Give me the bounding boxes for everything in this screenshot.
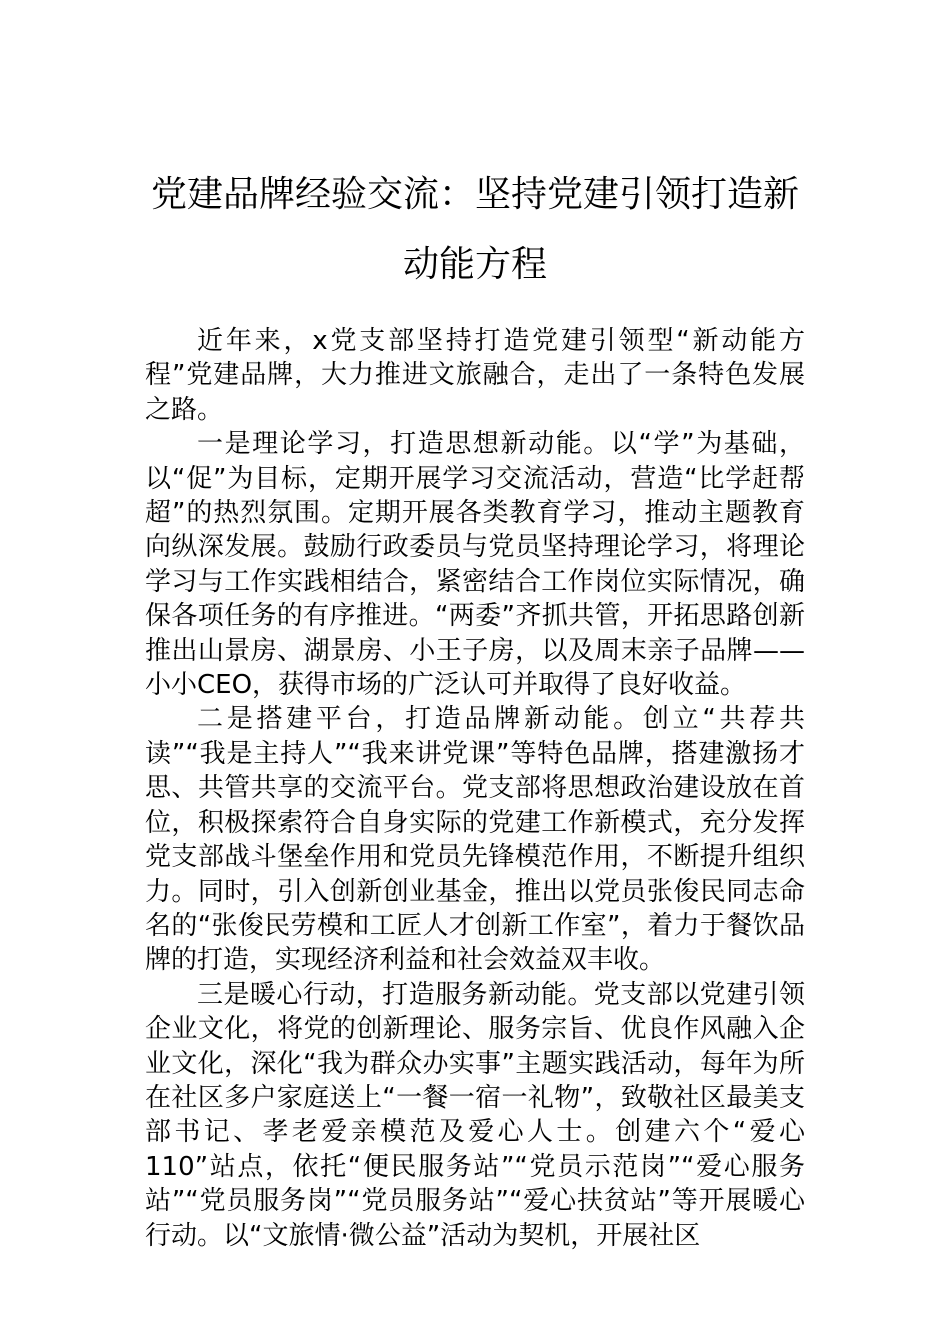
document-body — [145, 324, 805, 1253]
document-title — [145, 160, 805, 300]
paragraph-intro: 近年来，x党支部坚持打造党建引领型“新动能方程”党建品牌，大力推进文旅融合，走出了一条特色发展之路。 — [145, 326, 805, 425]
title-line-2: 动能方程 — [402, 244, 547, 285]
paragraph-theory-study: 一是理论学习，打造思想新动能。以“学”为基础，以“促”为目标，定期开展学习交流活动，营造“比学赶帮超”的热烈氛围。定期开展各类教育学习，推动主题教育向纵深发展。鼓励行政委员与党员坚持理论学习，将理论学习与工作实践相结合，紧密结合工作岗位实际情况，确保各项任务的有序推进。“两委”齐抓共管，开拓思路创新推出山景房、湖景房、小王子房，以及周末亲子品牌——小小CEO，获得市场的广泛认可并取得了良好收益。 — [145, 429, 805, 701]
title-line-1: 党建品牌经验交流：坚持党建引领打造新 — [150, 174, 799, 215]
paragraph-platform: 二是搭建平台，打造品牌新动能。创立“共荐共读”“我是主持人”“我来讲党课”等特色品牌，搭建激扬才思、共管共享的交流平台。党支部将思想政治建设放在首位，积极探索符合自身实际的党建工作新模式，充分发挥党支部战斗堡垒作用和党员先锋模范作用，不断提升组织力。同时，引入创新创业基金，推出以党员张俊民同志命名的“张俊民劳模和工匠人才创新工作室”，着力于餐饮品牌的打造，实现经济利益和社会效益双丰收。 — [145, 704, 805, 976]
paragraph-warm-action: 三是暖心行动，打造服务新动能。党支部以党建引领企业文化，将党的创新理论、服务宗旨、优良作风融入企业文化，深化“我为群众办实事”主题实践活动，每年为所在社区多户家庭送上“一餐一宿一礼物”，致敬社区最美支部书记、孝老爱亲模范及爱心人士。创建六个“爱心110”站点，依托“便民服务站”“党员示范岗”“爱心服务站”“党员服务岗”“党员服务站”“爱心扶贫站”等开展暖心行动。以“文旅情·微公益”活动为契机，开展社区 — [145, 979, 805, 1251]
